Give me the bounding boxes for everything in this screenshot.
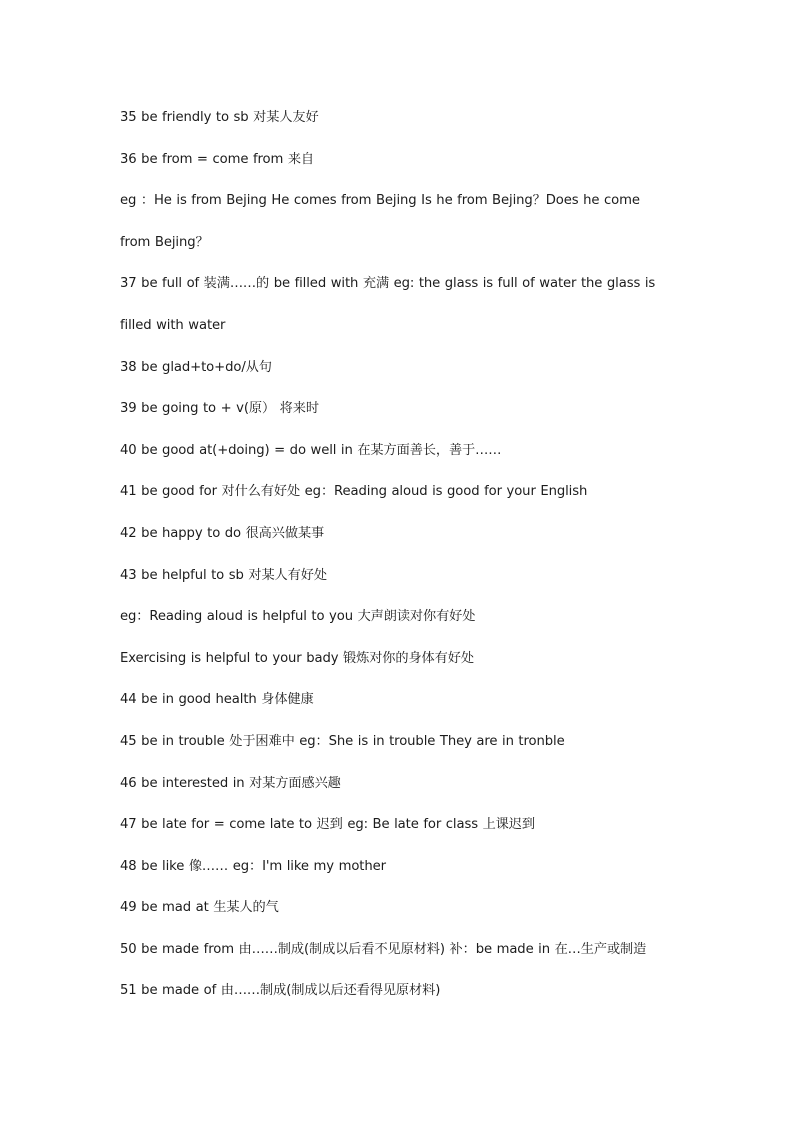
- text-line: filled with water: [120, 317, 226, 333]
- text-line: 45 be in trouble 处于困难中 eg：She is in trouble They are in tronble: [120, 733, 565, 749]
- text-line: 44 be in good health 身体健康: [120, 692, 314, 708]
- text-line: from Bejing？: [120, 234, 209, 250]
- text-line: 46 be interested in 对某方面感兴趣: [120, 775, 341, 791]
- text-line: 49 be mad at 生某人的气: [120, 900, 279, 916]
- text-line: Exercising is helpful to your bady 锻炼对你的身体有好处: [120, 650, 474, 666]
- text-line: 38 be glad+to+do/从句: [120, 359, 272, 375]
- text-line: 40 be good at(+doing) = do well in 在某方面善长，善于……: [120, 442, 502, 458]
- text-line: 37 be full of 装满……的 be filled with 充满 eg: the glass is full of water the glass is: [120, 276, 656, 292]
- text-line: 47 be late for = come late to 迟到 eg: Be late for class 上课迟到: [120, 817, 535, 833]
- phrase-list: [120, 104, 680, 1019]
- text-line: 50 be made from 由……制成(制成以后看不见原材料) 补：be made in 在…生产或制造: [120, 941, 647, 957]
- text-line: eg：Reading aloud is helpful to you 大声朗读对你有好处: [120, 609, 476, 625]
- text-line: 41 be good for 对什么有好处 eg：Reading aloud is good for your English: [120, 484, 588, 500]
- text-line: eg ：He is from Bejing He comes from Bejing Is he from Bejing？Does he come: [120, 193, 640, 209]
- text-line: 35 be friendly to sb 对某人友好: [120, 110, 319, 125]
- text-line: 48 be like 像…… eg：I'm like my mother: [120, 858, 386, 874]
- text-line: 51 be made of 由……制成(制成以后还看得见原材料): [120, 983, 441, 999]
- text-line: 43 be helpful to sb 对某人有好处: [120, 567, 327, 583]
- text-line: 39 be going to + v(原） 将来时: [120, 401, 319, 417]
- text-line: 36 be from = come from 来自: [120, 151, 314, 167]
- text-line: 42 be happy to do 很高兴做某事: [120, 525, 325, 541]
